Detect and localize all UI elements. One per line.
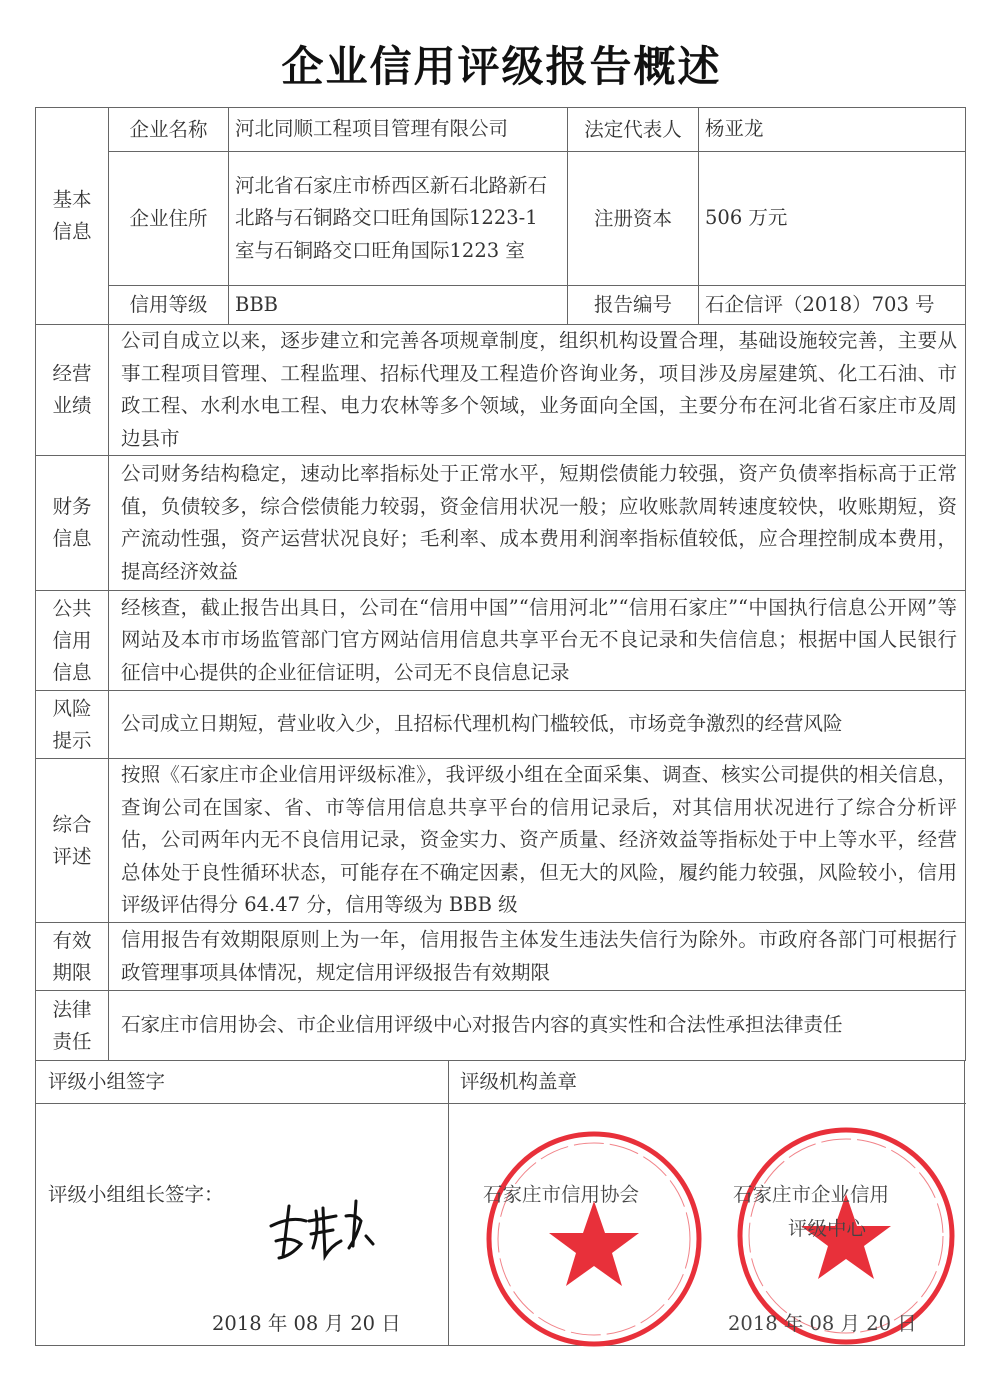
left-date: 2018 年 08 月 20 日: [212, 1312, 401, 1335]
group-signature-header: 评级小组签字: [36, 1061, 448, 1104]
report-no-label: 报告编号: [568, 286, 699, 325]
section-label: 法律责任: [36, 991, 109, 1061]
legal-rep-label: 法定代表人: [568, 108, 699, 152]
grade-label: 信用等级: [109, 286, 229, 325]
divider: [448, 1061, 449, 1345]
report-body: [35, 107, 965, 1346]
basic-info-label: 基本信息: [36, 108, 109, 325]
section-label: 公共信用信息: [36, 591, 109, 691]
org-seal-header: 评级机构盖章: [448, 1061, 966, 1104]
org2-name-line2: 评级中心: [788, 1217, 867, 1240]
report-table: [35, 107, 966, 1061]
org2-name: 石家庄市企业信用: [733, 1183, 890, 1206]
section-text: 经核查，截止报告出具日，公司在“信用中国”“信用河北”“信用石家庄”“中国执行信息公开网”等网站及本市市场监管部门官方网站信用信息共享平台无不良记录和失信信息；根据中国人民银行征信中心提供的企业征信证明，公司无不良信息记录: [109, 591, 966, 691]
address-label: 企业住所: [109, 152, 229, 286]
report-number: 石企信评（2018）703 号: [699, 286, 966, 325]
page-title: 企业信用评级报告概述: [281, 42, 722, 91]
right-date: 2018 年 08 月 20 日: [728, 1312, 917, 1335]
section-text: 石家庄市信用协会、市企业信用评级中心对报告内容的真实性和合法性承担法律责任: [109, 991, 966, 1061]
credit-grade: BBB: [229, 286, 568, 325]
section-text: 信用报告有效期限原则上为一年，信用报告主体发生违法失信行为除外。市政府各部门可根据行政管理事项具体情况，规定信用评级报告有效期限: [109, 923, 966, 991]
signature-area: [35, 1061, 965, 1346]
section-label: 综合评述: [36, 759, 109, 923]
handwritten-signature: [261, 1186, 391, 1266]
association-seal: [474, 1121, 714, 1351]
section-text: 公司成立日期短，营业收入少，且招标代理机构门槛较低，市场竞争激烈的经营风险: [109, 691, 966, 759]
section-label: 财务信息: [36, 456, 109, 591]
company-name-label: 企业名称: [109, 108, 229, 152]
section-label: 有效期限: [36, 923, 109, 991]
capital-label: 注册资本: [568, 152, 699, 286]
org1-name: 石家庄市信用协会: [483, 1183, 640, 1206]
section-label: 风险提示: [36, 691, 109, 759]
leader-signature-label: 评级小组组长签字：: [48, 1183, 224, 1206]
registered-capital: 506 万元: [699, 152, 966, 286]
legal-rep: 杨亚龙: [699, 108, 966, 152]
company-name: 河北同顺工程项目管理有限公司: [229, 108, 568, 152]
section-text: 公司自成立以来，逐步建立和完善各项规章制度，组织机构设置合理，基础设施较完善，主要从事工程项目管理、工程监理、招标代理及工程造价咨询业务，项目涉及房屋建筑、化工石油、市政工程、水利水电工程、电力农林等多个领域，业务面向全国，主要分布在河北省石家庄市及周边县市: [109, 325, 966, 456]
section-text: 按照《石家庄市企业信用评级标准》，我评级小组在全面采集、调查、核实公司提供的相关信息，查询公司在国家、省、市等信用信息共享平台的信用记录后，对其信用状况进行了综合分析评估，公司两年内无不良信用记录，资金实力、资产质量、经济效益等指标处于中上等水平，经营总体处于良性循环状态，可能存在不确定因素，但无大的风险，履约能力较强，风险较小，信用评级评估得分 64.47 分，信用等级为 BBB 级: [109, 759, 966, 923]
company-address: 河北省石家庄市桥西区新石北路新石北路与石铜路交口旺角国际1223-1 室与石铜路交口旺角国际1223 室: [229, 152, 568, 286]
section-text: 公司财务结构稳定，速动比率指标处于正常水平，短期偿债能力较强，资产负债率指标高于正常值，负债较多，综合偿债能力较弱，资金信用状况一般；应收账款周转速度较快，收账期短，资产流动性强，资产运营状况良好；毛利率、成本费用利润率指标值较低，应合理控制成本费用，提高经济效益: [109, 456, 966, 591]
section-label: 经营业绩: [36, 325, 109, 456]
